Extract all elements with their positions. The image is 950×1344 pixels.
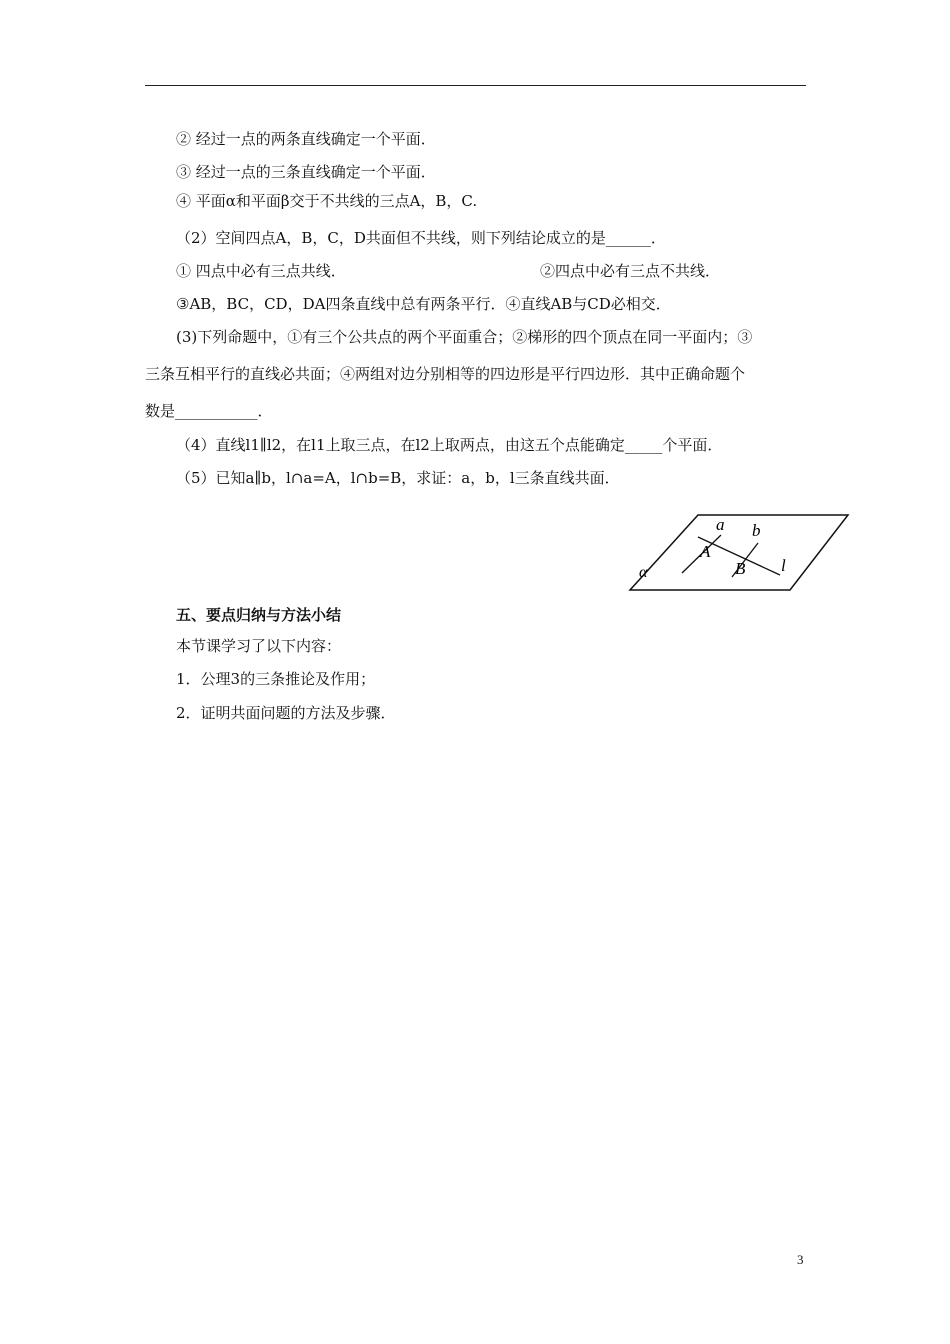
q3-line-3: 数是___________． [145, 402, 273, 420]
q5: （5）已知a∥b，l∩a=A，l∩b=B，求证：a，b，l三条直线共面． [176, 469, 620, 487]
summary-heading: 五、要点归纳与方法小结 [176, 606, 342, 624]
q2-option-2: ②四点中必有三点不共线． [540, 262, 721, 280]
item-2: ② 经过一点的两条直线确定一个平面． [176, 130, 436, 148]
q2-option-3-4: ③AB，BC，CD，DA四条直线中总有两条平行．④直线AB与CD必相交． [176, 295, 671, 313]
q2-option-1: ① 四点中必有三点共线． [176, 262, 346, 280]
label-a: a [716, 515, 725, 534]
summary-point-2: 2．证明共面问题的方法及步骤． [176, 704, 396, 722]
header-rule [145, 85, 806, 86]
label-A: A [700, 542, 711, 561]
plane-alpha [630, 515, 848, 590]
label-b: b [752, 521, 761, 540]
item-3: ③ 经过一点的三条直线确定一个平面． [176, 163, 436, 181]
page-number: 3 [797, 1252, 804, 1267]
summary-intro: 本节课学习了以下内容： [176, 637, 342, 655]
plane-figure [620, 505, 860, 600]
label-B: B [735, 559, 746, 578]
q3-line-2: 三条互相平行的直线必共面；④两组对边分别相等的四边形是平行四边形．其中正确命题个 [145, 365, 746, 383]
q4: （4）直线l1∥l2，在l1上取三点，在l2上取两点，由这五个点能确定_____个平面． [176, 436, 723, 454]
label-l: l [781, 556, 786, 575]
label-alpha: α [639, 564, 648, 581]
summary-point-1: 1．公理3的三条推论及作用； [176, 670, 376, 688]
item-4: ④ 平面α和平面β交于不共线的三点A，B，C. [176, 192, 478, 210]
q2-stem: （2）空间四点A，B，C，D共面但不共线，则下列结论成立的是______． [176, 229, 666, 247]
q3-line-1: (3)下列命题中，①有三个公共点的两个平面重合；②梯形的四个顶点在同一平面内；③ [176, 328, 753, 346]
